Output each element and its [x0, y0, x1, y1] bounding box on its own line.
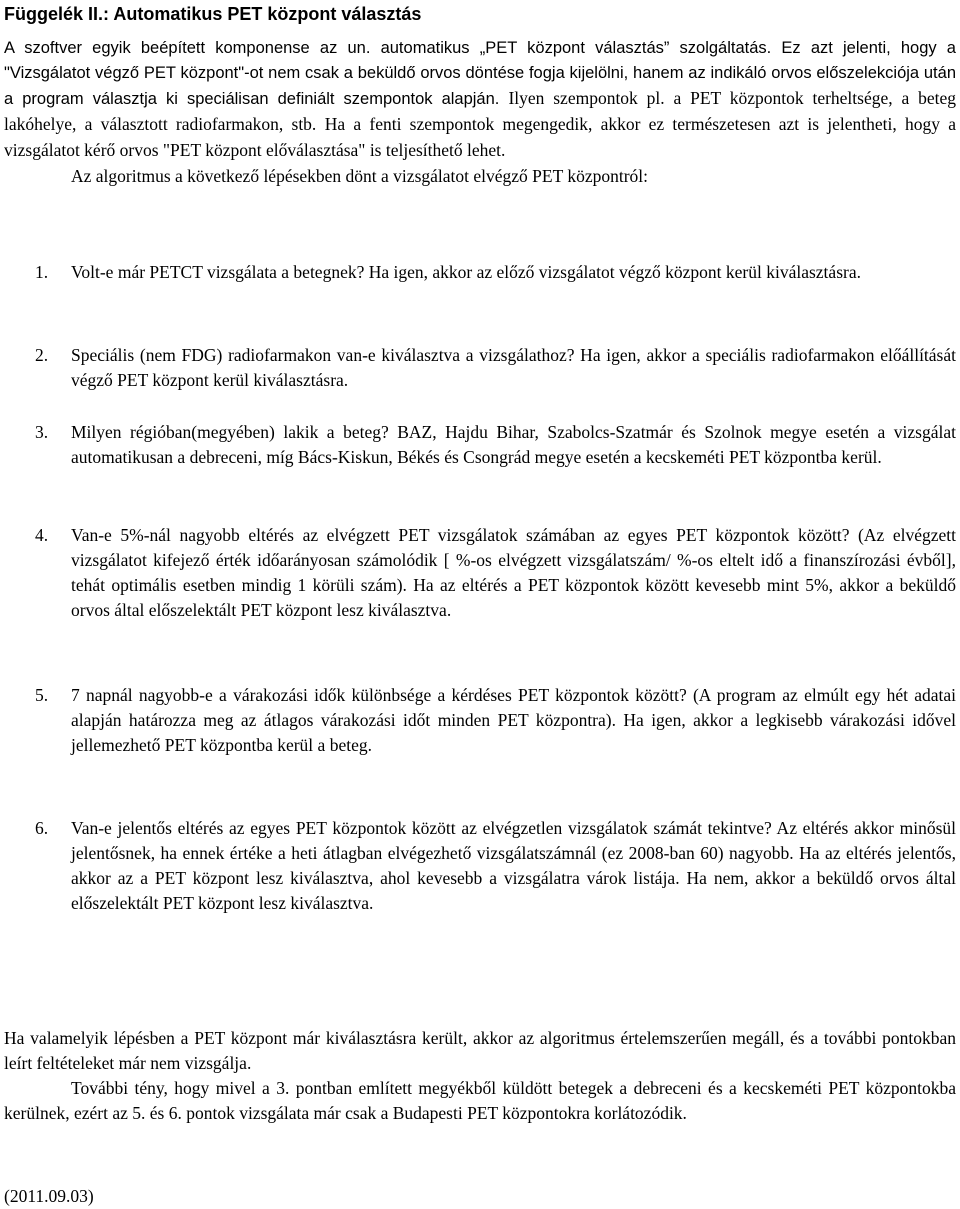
step-text: Van-e 5%-nál nagyobb eltérés az elvégzett PET vizsgálatok számában az egyes PET központok között? (Az elvégzett vizsgálatot kifejező érték időarányosan számolódik [ %-os elvégzett vizsgálatszám/ %-os eltelt idő a finanszírozási évből], tehát optimális esetben mindig 1 körüli szám). Ha az eltérés a PET központok között kevesebb mint 5%, akkor a beküldő orvos által előszelektált PET központ lesz kiválasztva. [71, 525, 956, 620]
step-number: 6. [35, 818, 49, 838]
algorithm-intro: Az algoritmus a következő lépésekben dönt a vizsgálatot elvégző PET központról: [71, 166, 649, 186]
step-text: Milyen régióban(megyében) lakik a beteg? BAZ, Hajdu Bihar, Szabolcs-Szatmár és Szolnok megye esetén a vizsgálat automatikusan a debreceni, míg Bács-Kiskun, Békés és Csongrád megye esetén a kecskeméti PET központba kerül. [71, 422, 956, 467]
intro-text-3: Ha a fenti szempontok megengedik, akkor ez természetesen azt is jelentheti, hogy a vizsgálatot kérő orvos "PET központ előválasztása" is teljesíthető lehet. [4, 114, 956, 160]
step-number: 5. [35, 685, 49, 705]
closing-paragraph-1: Ha valamelyik lépésben a PET központ már kiválasztásra került, akkor az algoritmus értelemszerűen megáll, és a további pontokban leírt feltételeket már nem vizsgálja. [4, 1028, 956, 1073]
step-text: Speciális (nem FDG) radiofarmakon van-e kiválasztva a vizsgálathoz? Ha igen, akkor a speciális radiofarmakon előállítását végző PET központ kerül kiválasztásra. [71, 345, 956, 390]
step-text: Van-e jelentős eltérés az egyes PET központok között az elvégzetlen vizsgálatok számát tekintve? Az eltérés akkor minősül jelentősnek, ha ennek értéke a heti átlagban elvégezhető vizsgálatszámnál (ez 2008-ban 60) nagyobb. Ha az eltérés jelentős, akkor az a PET központ lesz kiválasztva, ahol kevesebb a vizsgálatra várok listája. Ha nem, akkor a beküldő orvos által előszelektált PET központ lesz kiválasztva. [71, 818, 956, 913]
intro-text-2: Ilyen szempontok pl. a PET központok terheltsége, a beteg lakóhelye, a választott radiofarmakon, stb. [4, 88, 956, 134]
intro-paragraph [4, 36, 956, 164]
step-number: 4. [35, 525, 49, 545]
step-number: 3. [35, 422, 49, 442]
closing-section [4, 1026, 956, 1126]
step-number: 1. [35, 262, 49, 282]
step-number: 2. [35, 345, 49, 365]
step-text: Volt-e már PETCT vizsgálata a betegnek? Ha igen, akkor az előző vizsgálatot végző központ kerül kiválasztásra. [71, 262, 861, 282]
intro-text-1: A szoftver egyik beépített komponense az un. automatikus „PET központ választás” szolgáltatás. Ez azt jelenti, hogy a "Vizsgálatot végző PET központ"-ot nem csak a beküldő orvos döntése fogja kijelölni, hanem az indikáló orvos előszelekciója után a program választja ki speciálisan definiált szempontok alapján. [4, 39, 956, 108]
closing-paragraph-2: További tény, hogy mivel a 3. pontban említett megyékből küldött betegek a debreceni és a kecskeméti PET központokba kerülnek, ezért az 5. és 6. pontok vizsgálata már csak a Budapesti PET központokra korlátozódik. [4, 1078, 956, 1123]
step-text: 7 napnál nagyobb-e a várakozási idők különbsége a kérdéses PET központok között? (A program az elmúlt egy hét adatai alapján határozza meg az átlagos várakozási időt minden PET központra). Ha igen, akkor a legkisebb várakozási idővel jellemezhető PET központba kerül a beteg. [71, 685, 956, 755]
document-date: (2011.09.03) [4, 1186, 94, 1206]
intro-section [4, 36, 956, 189]
page-title: Függelék II.: Automatikus PET központ választás [4, 4, 422, 24]
